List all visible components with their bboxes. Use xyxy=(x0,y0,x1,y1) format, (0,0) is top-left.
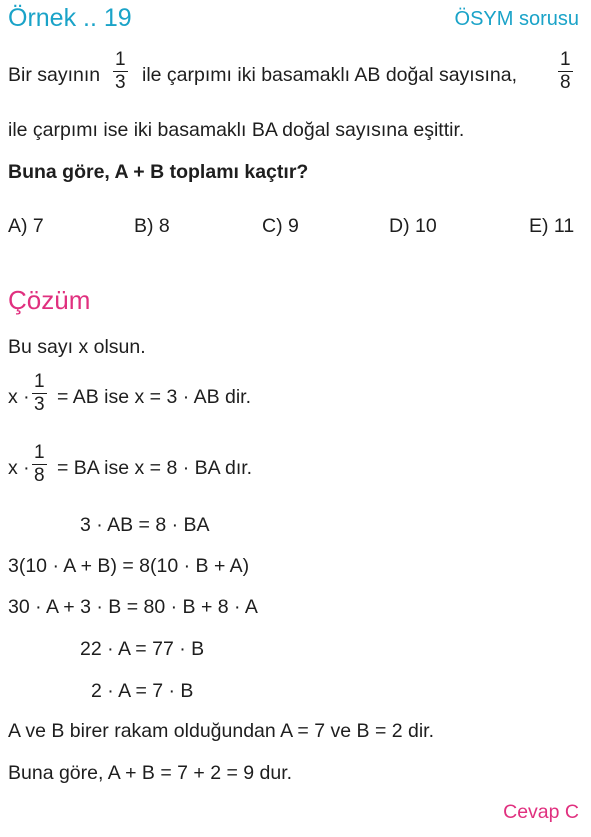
equation-1-fraction xyxy=(32,371,47,416)
solution-conclusion-1: A ve B birer rakam olduğundan A = 7 ve B = 2 dir. xyxy=(8,720,435,742)
solution-conclusion-2: Buna göre, A + B = 7 + 2 = 9 dur. xyxy=(8,762,293,784)
option-a: A) 7 xyxy=(8,215,44,237)
solution-intro: Bu sayı x olsun. xyxy=(8,336,146,358)
fraction-numerator: 1 xyxy=(560,49,571,70)
source-label: ÖSYM sorusu xyxy=(454,8,579,30)
equation-2-body: = BA ise x = 8 · BA dır. xyxy=(57,457,253,479)
option-d: D) 10 xyxy=(389,215,437,237)
fraction-numerator: 1 xyxy=(115,49,126,70)
fraction-denominator: 8 xyxy=(34,465,45,486)
option-c: C) 9 xyxy=(262,215,299,237)
question-text-start: Bir sayının xyxy=(8,64,101,86)
question-text-middle: ile çarpımı iki basamaklı AB doğal sayısına, xyxy=(142,64,518,86)
fraction-numerator: 1 xyxy=(34,371,45,392)
solution-step-5: 2 · A = 7 · B xyxy=(91,680,194,702)
equation-2-fraction xyxy=(32,442,47,487)
solution-step-4: 22 · A = 77 · B xyxy=(80,638,205,660)
fraction-denominator: 3 xyxy=(34,394,45,415)
solution-step-1: 3 · AB = 8 · BA xyxy=(80,514,210,536)
equation-2-prefix: x · xyxy=(8,457,30,479)
option-e: E) 11 xyxy=(529,215,575,237)
answer-label: Cevap C xyxy=(503,801,579,823)
solution-step-2: 3(10 · A + B) = 8(10 · B + A) xyxy=(8,555,250,577)
fraction-denominator: 8 xyxy=(560,72,571,93)
example-title: Örnek .. 19 xyxy=(8,4,132,32)
solution-heading: Çözüm xyxy=(8,285,91,315)
solution-step-3: 30 · A + 3 · B = 80 · B + 8 · A xyxy=(8,596,258,618)
question-text-end: ile çarpımı ise iki basamaklı BA doğal sayısına eşittir. xyxy=(8,119,465,141)
equation-1-body: = AB ise x = 3 · AB dir. xyxy=(57,386,252,408)
fraction-denominator: 3 xyxy=(115,72,126,93)
option-b: B) 8 xyxy=(134,215,170,237)
question-prompt: Buna göre, A + B toplamı kaçtır? xyxy=(8,161,309,183)
fraction-numerator: 1 xyxy=(34,442,45,463)
fraction-one-eighth xyxy=(558,49,573,94)
equation-1-prefix: x · xyxy=(8,386,30,408)
fraction-one-third xyxy=(113,49,128,94)
